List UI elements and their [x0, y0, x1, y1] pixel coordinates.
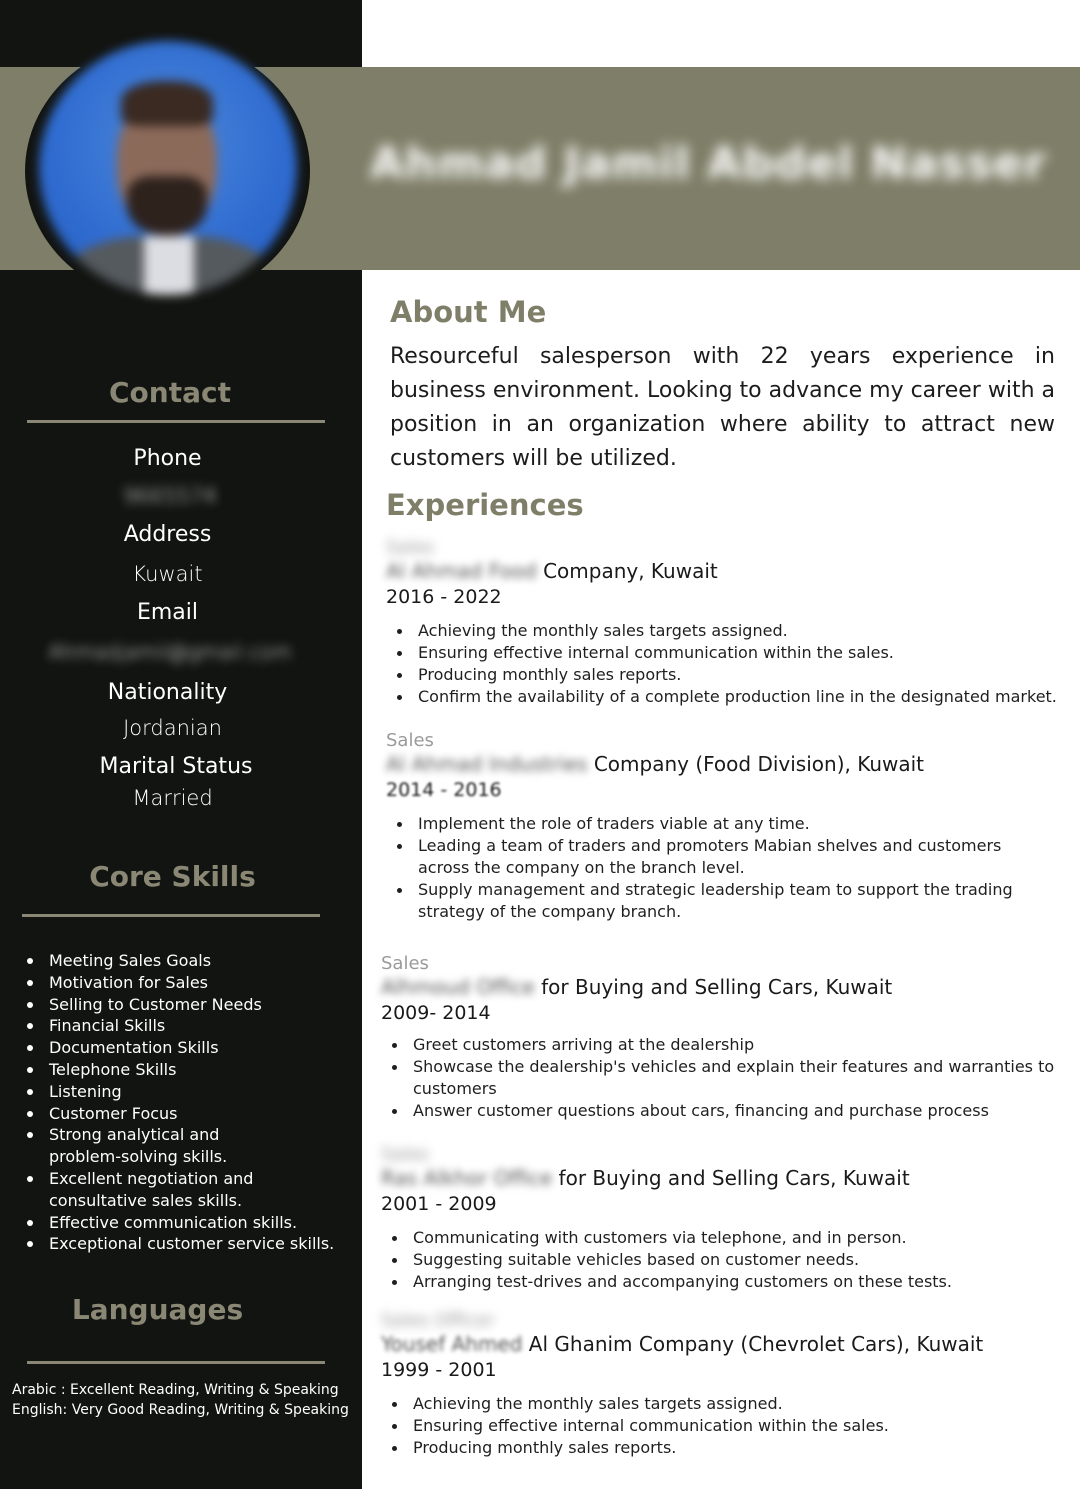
marital-status-label: Marital Status	[99, 754, 253, 779]
list-item: Exceptional customer service skills.	[22, 1233, 352, 1255]
list-item: Answer customer questions about cars, financing and purchase process	[381, 1100, 1061, 1122]
job-title: Sales	[381, 1144, 429, 1165]
list-item: Strong analytical and problem-solving skills.	[22, 1124, 279, 1168]
about-text: Resourceful salesperson with 22 years experience in business environment. Looking to advance my career with a position in an organization where ability to attract new customers will be utilized.	[390, 344, 1055, 471]
experience-item	[381, 953, 1061, 1122]
list-item: Achieving the monthly sales targets assigned.	[386, 620, 1066, 642]
list-item: Ensuring effective internal communication within the sales.	[381, 1415, 1061, 1437]
list-item: Excellent negotiation and consultative sales skills.	[22, 1168, 279, 1212]
language-english: English: Very Good Reading, Writing & Speaking	[12, 1402, 349, 1418]
experiences-heading: Experiences	[386, 488, 584, 522]
languages-divider	[27, 1361, 325, 1364]
experience-item	[381, 1144, 1061, 1293]
list-item: Producing monthly sales reports.	[381, 1437, 1061, 1459]
phone-value: 9665574	[123, 484, 217, 508]
company-name-redacted: Al Ahmad Food	[386, 559, 537, 583]
job-dates: 2009- 2014	[381, 1002, 491, 1024]
company-name-redacted: Alhmoud Office	[381, 975, 535, 999]
list-item: Suggesting suitable vehicles based on customer needs.	[381, 1249, 1061, 1271]
list-item: Motivation for Sales	[22, 972, 352, 994]
email-value: Ahmadjamil@gmail.com	[48, 640, 292, 664]
list-item: Greet customers arriving at the dealership	[381, 1034, 1061, 1056]
list-item: Meeting Sales Goals	[22, 950, 352, 972]
core-skills-list	[22, 950, 352, 1255]
core-skills-divider	[22, 914, 320, 917]
company-name-redacted: Ras Alkhor Office	[381, 1166, 553, 1190]
job-title: Sales	[386, 537, 434, 558]
list-item: Producing monthly sales reports.	[386, 664, 1066, 686]
list-item: Implement the role of traders viable at any time.	[386, 813, 1036, 835]
nationality-value: Jordanian	[123, 716, 222, 740]
company-name-redacted: Al Ahmad Industries	[386, 752, 588, 776]
company-name: for Buying and Selling Cars, Kuwait	[558, 1166, 910, 1190]
about-heading: About Me	[390, 295, 547, 329]
email-label: Email	[136, 600, 199, 625]
list-item: Confirm the availability of a complete production line in the designated market.	[386, 686, 1066, 708]
job-dates: 2014 - 2016	[386, 779, 502, 801]
job-dates: 2001 - 2009	[381, 1193, 497, 1215]
job-dates: 2016 - 2022	[386, 586, 502, 608]
list-item: Showcase the dealership's vehicles and explain their features and warranties to customers	[381, 1056, 1061, 1100]
list-item: Customer Focus	[22, 1103, 352, 1125]
contact-divider	[27, 420, 325, 423]
job-title: Sales	[386, 730, 434, 751]
nationality-label: Nationality	[107, 680, 228, 705]
profile-photo	[39, 41, 297, 295]
list-item: Supply management and strategic leadership team to support the trading strategy of the company branch.	[386, 879, 1036, 923]
list-item: Documentation Skills	[22, 1037, 352, 1059]
list-item: Leading a team of traders and promoters Mabian shelves and customers across the company on the branch level.	[386, 835, 1036, 879]
list-item: Listening	[22, 1081, 352, 1103]
job-dates: 1999 - 2001	[381, 1359, 497, 1381]
address-label: Address	[123, 522, 212, 547]
address-value: Kuwait	[132, 562, 203, 586]
company-name: Company, Kuwait	[543, 559, 718, 583]
list-item: Financial Skills	[22, 1015, 352, 1037]
core-skills-heading: Core Skills	[89, 860, 256, 893]
contact-heading: Contact	[109, 376, 231, 409]
experience-item	[386, 537, 1066, 708]
job-title: Sales	[381, 953, 429, 974]
marital-status-value: Married	[132, 786, 213, 810]
list-item: Effective communication skills.	[22, 1212, 352, 1234]
experience-item	[386, 730, 1036, 923]
list-item: Ensuring effective internal communication within the sales.	[386, 642, 1066, 664]
company-name: Company (Food Division), Kuwait	[593, 752, 925, 776]
list-item: Telephone Skills	[22, 1059, 352, 1081]
languages-heading: Languages	[71, 1293, 244, 1326]
language-arabic: Arabic : Excellent Reading, Writing & Speaking	[12, 1382, 339, 1398]
list-item: Arranging test-drives and accompanying customers on these tests.	[381, 1271, 1061, 1293]
phone-label: Phone	[133, 446, 202, 471]
list-item: Achieving the monthly sales targets assigned.	[381, 1393, 1061, 1415]
profile-name: Ahmad Jamil Abdel Nasser	[370, 138, 1047, 189]
list-item: Selling to Customer Needs	[22, 994, 352, 1016]
job-title: Sales Officer	[381, 1310, 495, 1331]
list-item: Communicating with customers via telephone, and in person.	[381, 1227, 1061, 1249]
company-name-redacted: Yousef Ahmed	[381, 1332, 523, 1356]
experience-item	[381, 1310, 1061, 1459]
company-name: for Buying and Selling Cars, Kuwait	[541, 975, 893, 999]
company-name: Al Ghanim Company (Chevrolet Cars), Kuwait	[528, 1332, 984, 1356]
